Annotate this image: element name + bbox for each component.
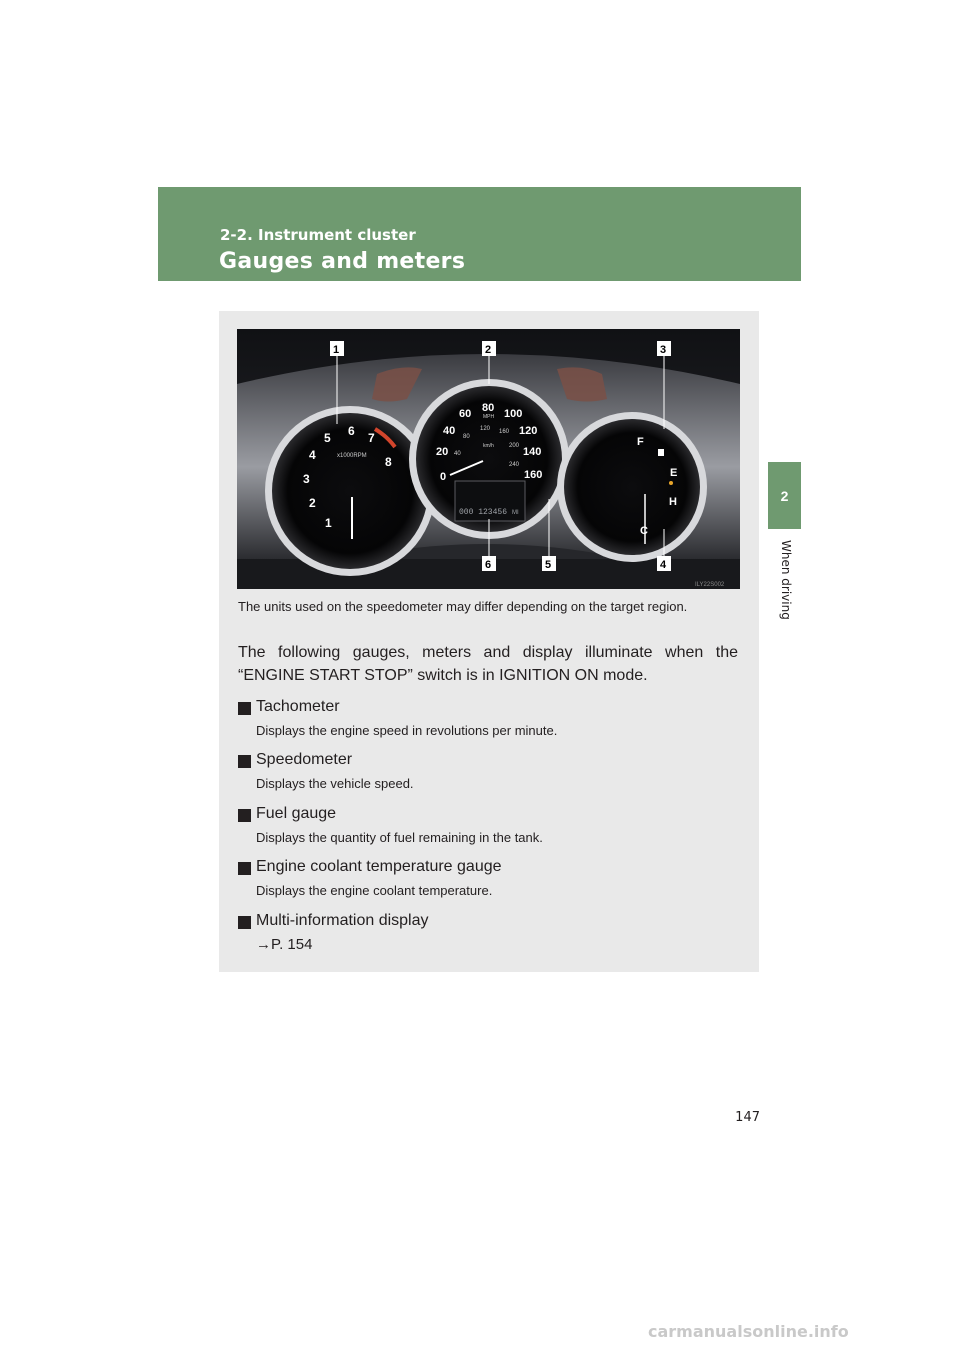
header-band bbox=[158, 187, 801, 281]
page-number: 147 bbox=[735, 1110, 760, 1125]
svg-text:4: 4 bbox=[309, 448, 316, 462]
svg-text:80: 80 bbox=[482, 402, 495, 414]
figure-caption: The units used on the speedometer may differ depending on the target region. bbox=[238, 599, 688, 614]
svg-text:1: 1 bbox=[325, 516, 332, 530]
chapter-tab[interactable]: 2 bbox=[768, 462, 801, 529]
bullet-marker-5 bbox=[238, 916, 251, 929]
temp-hot-label: H bbox=[669, 496, 677, 508]
svg-text:60: 60 bbox=[459, 408, 472, 420]
odometer-readout: 000 123456 bbox=[459, 508, 508, 517]
svg-text:40: 40 bbox=[454, 451, 461, 457]
svg-text:240: 240 bbox=[509, 462, 520, 468]
svg-text:8: 8 bbox=[385, 455, 392, 469]
list-item bbox=[238, 804, 738, 857]
gauge-list bbox=[238, 697, 738, 964]
svg-text:120: 120 bbox=[480, 426, 491, 432]
item-title: Fuel gauge bbox=[256, 804, 337, 822]
item-title: Speedometer bbox=[256, 751, 353, 769]
intro-paragraph: The following gauges, meters and display illuminate when the “ENGINE START STOP” switch is in IGNITION ON mode. bbox=[238, 644, 738, 684]
content-box bbox=[219, 311, 759, 972]
callout-1: 1 bbox=[333, 344, 340, 356]
section-label: 2-2. Instrument cluster bbox=[220, 226, 416, 244]
fuel-full-label: F bbox=[637, 436, 644, 448]
callout-3: 3 bbox=[660, 344, 667, 356]
item-title: Engine coolant temperature gauge bbox=[256, 858, 502, 876]
svg-text:2: 2 bbox=[309, 496, 316, 510]
chapter-label: When driving bbox=[779, 540, 793, 620]
item-description: Displays the engine coolant temperature. bbox=[256, 883, 493, 899]
bullet-marker-4 bbox=[238, 862, 251, 875]
svg-text:100: 100 bbox=[504, 408, 523, 420]
item-title: Tachometer bbox=[256, 698, 340, 715]
watermark: carmanualsonline.info bbox=[648, 1322, 849, 1341]
svg-text:160: 160 bbox=[499, 429, 510, 435]
fuel-empty-label: E bbox=[670, 467, 678, 479]
fuel-warning-dot bbox=[669, 481, 673, 485]
svg-text:80: 80 bbox=[463, 434, 470, 440]
odometer-unit: MI bbox=[512, 510, 519, 516]
list-item bbox=[238, 697, 738, 750]
svg-text:20: 20 bbox=[436, 446, 449, 458]
cluster-illustration bbox=[237, 329, 740, 589]
callout-6: 6 bbox=[485, 559, 492, 571]
svg-text:3: 3 bbox=[303, 472, 310, 486]
svg-text:7: 7 bbox=[368, 431, 375, 445]
tach-unit: x1000RPM bbox=[337, 453, 367, 459]
bullet-marker-2 bbox=[238, 755, 251, 768]
svg-text:120: 120 bbox=[519, 425, 538, 437]
list-item bbox=[238, 857, 738, 910]
image-code: ILY22S002 bbox=[695, 582, 725, 588]
mph-unit: MPH bbox=[483, 414, 495, 420]
item-description: Displays the vehicle speed. bbox=[256, 776, 414, 792]
fuel-pump-icon bbox=[658, 449, 664, 456]
svg-text:200: 200 bbox=[509, 443, 520, 449]
bullet-marker-3 bbox=[238, 809, 251, 822]
item-description: Displays the quantity of fuel remaining in the tank. bbox=[256, 829, 543, 845]
list-item bbox=[238, 750, 738, 803]
instrument-cluster-figure bbox=[237, 329, 740, 589]
list-item bbox=[238, 911, 738, 964]
item-description: Displays the engine speed in revolutions per minute. bbox=[256, 723, 558, 738]
svg-text:160: 160 bbox=[524, 469, 543, 481]
callout-2: 2 bbox=[485, 344, 492, 356]
temp-cold-label: C bbox=[640, 525, 648, 537]
kmh-unit: km/h bbox=[483, 443, 494, 449]
svg-text:140: 140 bbox=[523, 446, 542, 458]
svg-text:5: 5 bbox=[324, 431, 331, 445]
svg-text:40: 40 bbox=[443, 425, 456, 437]
page-title: Gauges and meters bbox=[219, 249, 466, 274]
item-title: Multi-information display bbox=[256, 911, 429, 929]
svg-text:0: 0 bbox=[440, 471, 447, 483]
callout-4: 4 bbox=[660, 559, 667, 571]
page-reference-link[interactable]: →P. 154 bbox=[256, 935, 313, 953]
bullet-marker-1 bbox=[238, 702, 251, 715]
callout-5: 5 bbox=[545, 559, 552, 571]
svg-text:6: 6 bbox=[348, 424, 355, 438]
